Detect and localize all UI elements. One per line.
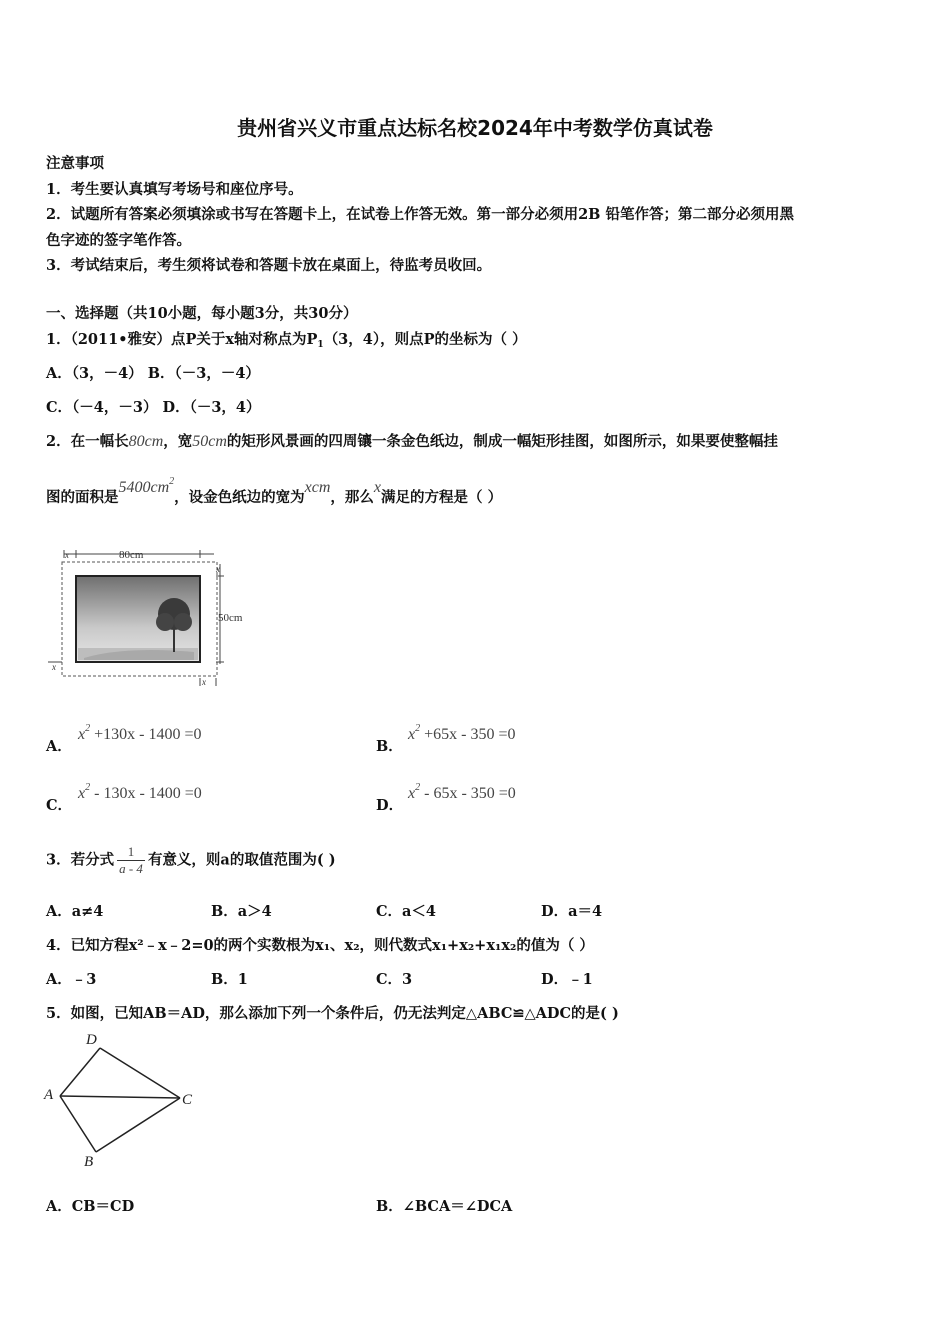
q2-option-letter: C． — [46, 797, 73, 814]
q2-option-letter: B． — [376, 738, 403, 755]
notice-item: 3．考试结束后，考生须将试卷和答题卡放在桌面上，待监考员收回。 — [46, 257, 492, 274]
q3-option: D．a＝4 — [541, 903, 603, 920]
label-x-left: x — [52, 662, 56, 672]
vertex-label-c: C — [182, 1092, 193, 1108]
q4-option: B．1 — [211, 971, 248, 988]
notice-item: 2．试题所有答案必须填涂或书写在答题卡上，在试卷上作答无效。第一部分必须用2B 铅笔作答；第二部分必须用黑 — [46, 206, 794, 223]
q2-option-expr: $x^2 - 65x - 350 =0$ — [408, 782, 516, 802]
page-title: 贵州省兴义市重点达标名校2024年中考数学仿真试卷 — [237, 116, 713, 140]
label-width: 80cm — [119, 549, 144, 561]
q2-stem-line1: 2．在一幅长80cm，宽50cm的矩形风景画的四周镶一条金色纸边，制成一幅矩形挂图，如图所示，如果要使整幅挂 — [46, 433, 778, 450]
notice-heading: 注意事项 — [46, 155, 104, 172]
q5-option: B．∠BCA＝∠DCA — [376, 1198, 513, 1215]
q2-option-letter: A． — [46, 738, 72, 755]
q4-option: C．3 — [376, 971, 413, 988]
q5-option: A．CB＝CD — [46, 1198, 135, 1215]
q1-options-row: C．（－4，－3） D．（－3，4） — [46, 399, 261, 416]
notice-item: 1．考生要认真填写考场号和座位序号。 — [46, 181, 303, 198]
q4-option: A．﹣3 — [46, 971, 97, 988]
q2-option-letter: D． — [376, 797, 404, 814]
q2-option-expr: $x^2 - 130x - 1400 =0$ — [78, 782, 202, 802]
q3-option: A．a≠4 — [46, 903, 104, 920]
q1-options-row: A．（3，－4） B．（－3，－4） — [46, 365, 260, 382]
q3-option: C．a＜4 — [376, 903, 437, 920]
q4-option: D．﹣1 — [541, 971, 593, 988]
vertex-label-d: D — [86, 1032, 97, 1048]
q2-figure-frame — [44, 544, 254, 689]
q3-fraction: $\frac{1}{a - 4}$ — [119, 844, 143, 876]
section-heading: 一、选择题（共10小题，每小题3分，共30分） — [46, 305, 358, 322]
label-x-right: x — [216, 564, 220, 574]
q3-option: B．a＞4 — [211, 903, 272, 920]
vertex-label-a: A — [44, 1087, 54, 1103]
q2-stem-line2: 图的面积是$5400cm^2$，设金色纸边的宽为xcm，那么x满足的方程是（ ） — [46, 476, 503, 506]
q3-stem: 3．若分式 $\frac{1}{a - 4}$ 有意义，则a的取值范围为( ) — [46, 844, 336, 876]
q4-stem: 4．已知方程x²﹣x﹣2=0的两个实数根为x₁、x₂，则代数式x₁+x₂+x₁x₂的值为（ ） — [46, 937, 594, 954]
q2-option-expr: $x^2 +65x - 350 =0$ — [408, 723, 516, 743]
q5-figure-quadrilateral — [42, 1028, 212, 1170]
notice-item: 色字迹的签字笔作答。 — [46, 232, 191, 249]
label-height: 50cm — [218, 612, 243, 624]
q5-stem: 5．如图，已知AB＝AD，那么添加下列一个条件后，仍无法判定△ABC≌△ADC的是( ) — [46, 1005, 619, 1022]
vertex-label-b: B — [84, 1154, 94, 1170]
q2-option-expr: $x^2 +130x - 1400 =0$ — [78, 723, 202, 743]
q1-stem: 1．（2011•雅安）点P关于x轴对称点为$P_1(3$，4），则点P的坐标为（ ） — [46, 331, 527, 350]
label-x-bottom: x — [202, 677, 206, 687]
label-x-top: x — [65, 550, 69, 560]
